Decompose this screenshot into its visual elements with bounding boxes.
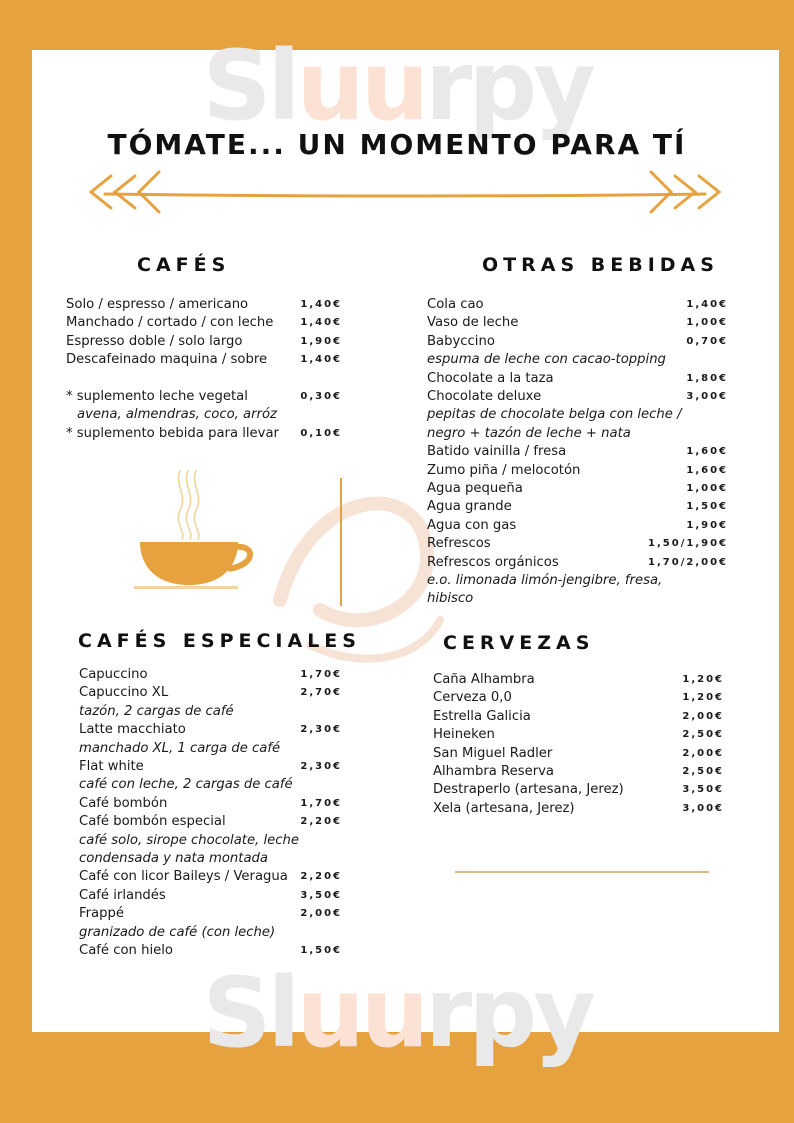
horizontal-divider [455,871,709,873]
menu-item-name: Solo / espresso / americano [66,297,249,312]
menu-item-price: 1,90€ [300,335,342,347]
menu-item-name: Xela (artesana, Jerez) [433,800,575,816]
menu-item-price: 2,30€ [300,724,342,736]
menu-item-price: 1,40€ [300,317,342,329]
menu-item-price: 0,70€ [686,335,728,347]
menu-item-price: 3,00€ [686,391,728,402]
menu-item-name: Babyccino [427,333,495,349]
menu-item-price: 2,70€ [300,687,342,699]
menu-item-price: 2,30€ [300,761,342,772]
section-title-otras: OTRAS BEBIDAS [482,254,719,276]
menu-item-price: 2,00€ [682,747,724,759]
menu-item-name: Café irlandés [79,887,166,903]
menu-item-price: 1,70€ [300,797,342,809]
menu-item-description: espuma de leche con cacao-topping [427,352,666,368]
menu-item-name: Espresso doble / solo largo [66,333,243,349]
menu-item-name: Agua con gas [427,517,517,533]
menu-item-name: Descafeinado maquina / sobre [66,352,268,368]
menu-item-name: Chocolate a la taza [427,370,554,386]
menu-item-description: avena, almendras, coco, arróz [77,407,277,423]
menu-item-name: Caña Alhambra [433,672,535,687]
menu-item-name: San Miguel Radler [433,745,553,761]
menu-item-name: Destraperlo (artesana, Jerez) [433,782,624,798]
menu-item-name: Estrella Galicia [433,708,531,724]
menu-item-price: 2,50€ [682,766,724,777]
menu-item-price: 1,50/1,90€ [648,538,728,550]
vertical-divider [340,478,342,606]
menu-item-name: Café con hielo [79,943,173,958]
menu-item-price: 1,50€ [300,945,342,956]
section-title-especiales: CAFÉS ESPECIALES [78,630,361,652]
menu-item-name: Cerveza 0,0 [433,690,512,706]
menu-item-price: 0,30€ [300,391,342,402]
menu-item-name: Agua grande [427,499,512,515]
menu-item-description: condensada y nata montada [79,851,268,866]
menu-item-price: 1,80€ [686,372,728,384]
watermark-top: Sluurpy [202,30,592,142]
page-title: TÓMATE... UN MOMENTO PARA TÍ [107,128,687,161]
menu-item-price: 2,00€ [300,908,342,920]
menu-item-description: manchado XL, 1 carga de café [79,740,281,756]
menu-item-description: café con leche, 2 cargas de café [79,777,293,793]
menu-item-description: granizado de café (con leche) [79,924,276,940]
menu-item-name: Zumo piña / melocotón [427,462,581,478]
menu-item-name: Café bombón [79,795,168,811]
menu-item-name: Café bombón especial [79,814,226,830]
menu-item-price: 1,90€ [686,519,728,531]
menu-item-name: Capuccino [79,667,148,682]
coffee-cup-icon [128,465,258,595]
menu-item-name: * suplemento leche vegetal [66,389,248,404]
menu-item-price: 3,00€ [682,802,724,814]
watermark-bottom: Sluurpy [202,957,592,1069]
section-title-cafes: CAFÉS [137,254,231,276]
menu-item-name: Frappé [79,906,124,922]
menu-item-name: Flat white [79,759,144,774]
menu-item-price: 1,40€ [300,299,342,310]
menu-item-name: Alhambra Reserva [433,764,555,779]
menu-item-price: 1,00€ [686,483,728,494]
menu-item-name: Heineken [433,727,495,743]
menu-item-name: Cola cao [427,297,484,312]
menu-item-price: 0,10€ [300,427,342,439]
menu-item-price: 3,50€ [682,784,724,796]
menu-item-description: pepitas de chocolate belga con leche / [427,407,682,423]
section-title-cervezas: CERVEZAS [443,632,595,654]
menu-item-name: Vaso de leche [427,315,519,331]
menu-item-name: Refrescos [427,536,491,552]
menu-item-name: Refrescos orgánicos [427,554,559,570]
menu-item-name: Capuccino XL [79,685,169,701]
menu-item-description: tazón, 2 cargas de café [79,703,234,719]
menu-item-price: 3,50€ [300,889,342,901]
menu-item-name: Café con licor Baileys / Veragua [79,869,288,885]
menu-item-price: 1,70/2,00€ [648,556,728,568]
menu-item-name: Batido vainilla / fresa [427,444,567,460]
menu-item-price: 2,50€ [682,729,724,741]
menu-item-name: Manchado / cortado / con leche [66,315,274,331]
menu-item-price: 1,60€ [686,464,728,476]
menu-item-price: 1,00€ [686,317,728,329]
menu-item-price: 1,50€ [686,501,728,513]
menu-item-price: 1,20€ [682,692,724,704]
menu-item-price: 1,70€ [300,669,342,680]
menu-item-description: negro + tazón de leche + nata [427,425,631,441]
menu-item-description: e.o. limonada limón-jengibre, fresa, [427,573,663,588]
menu-item-name: Latte macchiato [79,722,186,738]
menu-item-name: Agua pequeña [427,481,523,496]
menu-item-price: 1,40€ [686,299,728,310]
menu-item-description: café solo, sirope chocolate, leche [79,832,299,848]
menu-item-price: 2,20€ [300,871,342,883]
menu-item-name: Chocolate deluxe [427,389,542,404]
menu-item-price: 1,20€ [682,674,724,685]
menu-item-name: * suplemento bebida para llevar [66,425,279,441]
menu-item-description: hibisco [427,591,474,607]
arrow-divider-icon [85,168,727,216]
menu-item-price: 2,20€ [300,816,342,828]
menu-item-price: 1,60€ [686,446,728,458]
menu-item-price: 1,40€ [300,354,342,366]
menu-item-price: 2,00€ [682,710,724,722]
